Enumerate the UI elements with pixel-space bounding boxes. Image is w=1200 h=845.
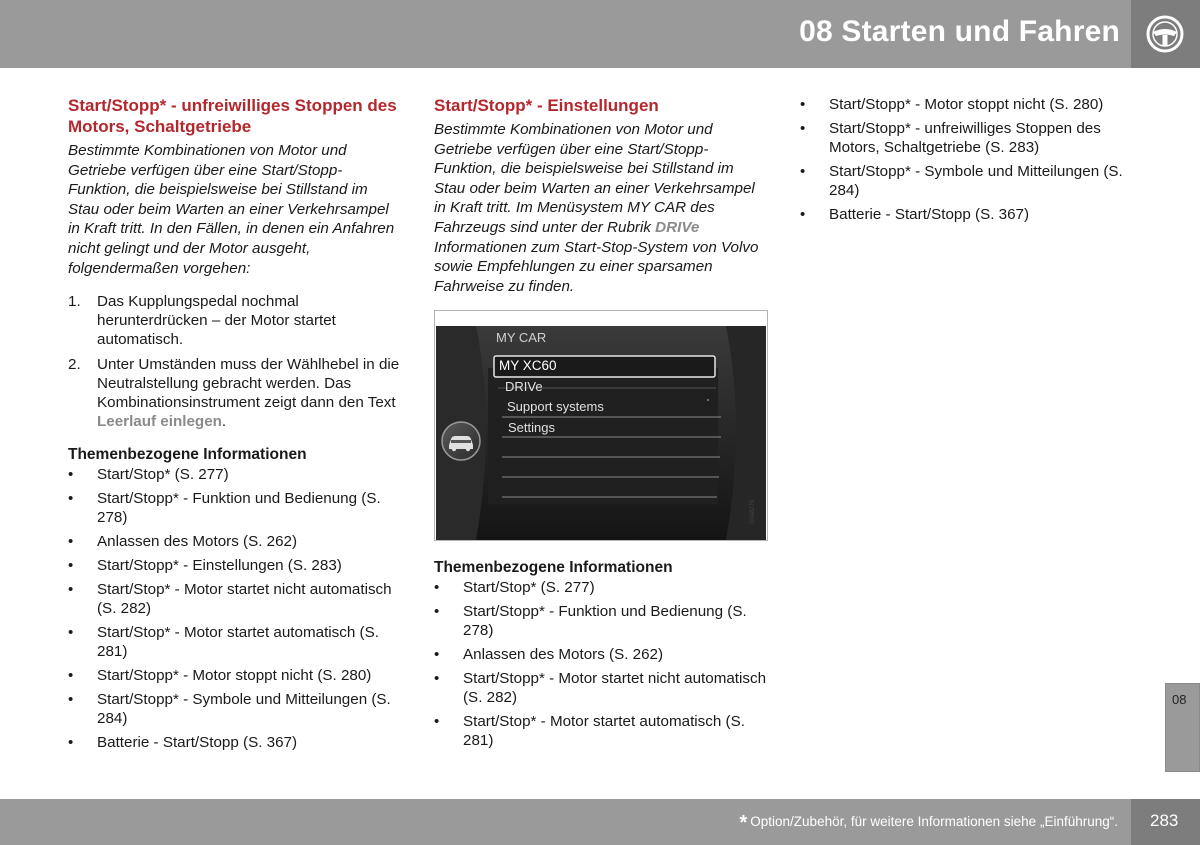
- display-text-highlight: Leerlauf einlegen: [97, 413, 222, 431]
- related-link[interactable]: • Start/Stopp* - Funktion und Bedienung (S. 278): [434, 602, 769, 640]
- page-header: [0, 0, 1200, 68]
- intro-text-end: Informationen zum Start-Stop-System von Volvo sowie Empfehlungen zu einer sparsamen Fahrweise zu finden.: [434, 238, 759, 295]
- related-link[interactable]: • Start/Stopp* - Motor stoppt nicht (S. 280): [800, 95, 1135, 114]
- screen-menu-item-drive[interactable]: DRIVe: [505, 379, 543, 394]
- infotainment-screen: [436, 326, 766, 540]
- column-right: [800, 95, 1135, 229]
- step-number: 1.: [68, 293, 81, 311]
- related-list: [434, 578, 769, 750]
- menu-highlight: DRIVe: [655, 218, 700, 236]
- related-link[interactable]: • Start/Stopp* - Motor startet nicht automatisch (S. 282): [434, 669, 769, 707]
- column-middle-related: [434, 558, 769, 755]
- related-link[interactable]: • Start/Stopp* - Funktion und Bedienung (S. 278): [68, 489, 403, 527]
- related-link[interactable]: • Anlassen des Motors (S. 262): [68, 532, 403, 551]
- related-link[interactable]: • Start/Stopp* - Einstellungen (S. 283): [68, 556, 403, 575]
- related-link[interactable]: • Start/Stop* (S. 277): [68, 465, 403, 484]
- car-icon: [449, 436, 473, 451]
- page-footer: [0, 799, 1200, 845]
- related-link[interactable]: • Start/Stop* - Motor startet automatisch (S. 281): [68, 623, 403, 661]
- steering-wheel-icon: [1144, 15, 1186, 53]
- screen-selected-item[interactable]: MY XC60: [499, 358, 557, 373]
- step-item: [68, 292, 403, 349]
- related-list: [68, 465, 403, 752]
- chapter-icon-box: [1131, 0, 1200, 68]
- page-number-box: [1131, 799, 1200, 845]
- section-intro: [434, 120, 769, 296]
- column-middle: [434, 95, 769, 296]
- screen-menu-item-support-systems[interactable]: Support systems: [507, 399, 604, 414]
- step-text-end: .: [221, 413, 227, 431]
- related-link[interactable]: • Start/Stopp* - unfreiwilliges Stoppen des Motors, Schaltgetriebe (S. 283): [800, 119, 1135, 157]
- related-link[interactable]: • Batterie - Start/Stopp (S. 367): [68, 733, 403, 752]
- step-number: 2.: [68, 356, 81, 374]
- related-link[interactable]: • Start/Stopp* - Symbole und Mitteilungen (S. 284): [68, 690, 403, 728]
- figure-id: [745, 500, 761, 530]
- related-list: [800, 95, 1135, 224]
- screen-figure: [434, 310, 768, 541]
- related-link[interactable]: • Start/Stop* (S. 277): [434, 578, 769, 597]
- related-heading: Themenbezogene Informationen: [434, 559, 673, 576]
- related-link[interactable]: • Batterie - Start/Stopp (S. 367): [800, 205, 1135, 224]
- related-heading: Themenbezogene Informationen: [68, 446, 307, 464]
- section-intro: Bestimmte Kombinationen von Motor und Getriebe verfügen über eine Start/Stopp-Funktion, die beispielsweise bei Stillstand im Stau oder beim Warten an einer Verkehrsampel in Kraft tritt. In den Fällen, in denen ein Anfahren nicht gelingt und der Motor ausgeht, folgendermaßen vorgehen:: [68, 142, 395, 277]
- page-number: 283: [1150, 811, 1179, 830]
- screen-menu-item-settings[interactable]: Settings: [508, 420, 555, 435]
- related-link[interactable]: • Start/Stop* - Motor startet nicht automatisch (S. 282): [68, 580, 403, 618]
- screen-graphic: [436, 326, 766, 540]
- step-text: Unter Umständen muss der Wählhebel in die Neutralstellung gebracht werden. Das Kombinationsinstrument zeigt dann den Text: [97, 356, 400, 412]
- step-text: Das Kupplungspedal nochmal herunterdrücken – der Motor startet automatisch.: [97, 293, 336, 349]
- screen-menu-title: MY CAR: [496, 330, 547, 345]
- related-link[interactable]: • Anlassen des Motors (S. 262): [434, 645, 769, 664]
- footer-note: [739, 812, 1118, 835]
- step-item: [68, 355, 403, 431]
- footer-star: *: [739, 812, 748, 834]
- figure-id-text: G048279: [750, 499, 756, 525]
- related-link[interactable]: • Start/Stop* - Motor startet automatisch (S. 281): [434, 712, 769, 750]
- intro-text: Bestimmte Kombinationen von Motor und Getriebe verfügen über eine Start/Stopp-Funktion, die beispielsweise bei Stillstand im Stau oder beim Warten an einer Verkehrsampel in Kraft tritt. Im Menüsystem MY CAR des Fahrzeugs sind unter der Rubrik: [434, 121, 755, 236]
- related-link[interactable]: • Start/Stopp* - Symbole und Mitteilungen (S. 284): [800, 162, 1135, 200]
- section-heading: Start/Stopp* - unfreiwilliges Stoppen des Motors, Schaltgetriebe: [68, 96, 397, 136]
- steps-list: [68, 292, 403, 431]
- section-heading: Start/Stopp* - Einstellungen: [434, 96, 659, 115]
- related-link[interactable]: • Start/Stopp* - Motor stoppt nicht (S. 280): [68, 666, 403, 685]
- chapter-title: 08 Starten und Fahren: [799, 15, 1120, 48]
- column-left: [68, 95, 403, 757]
- chapter-tab-label: 08: [1172, 692, 1187, 707]
- chapter-tab: [1165, 683, 1200, 772]
- footer-note-text: Option/Zubehör, für weitere Informationen siehe „Einführung“.: [750, 814, 1118, 829]
